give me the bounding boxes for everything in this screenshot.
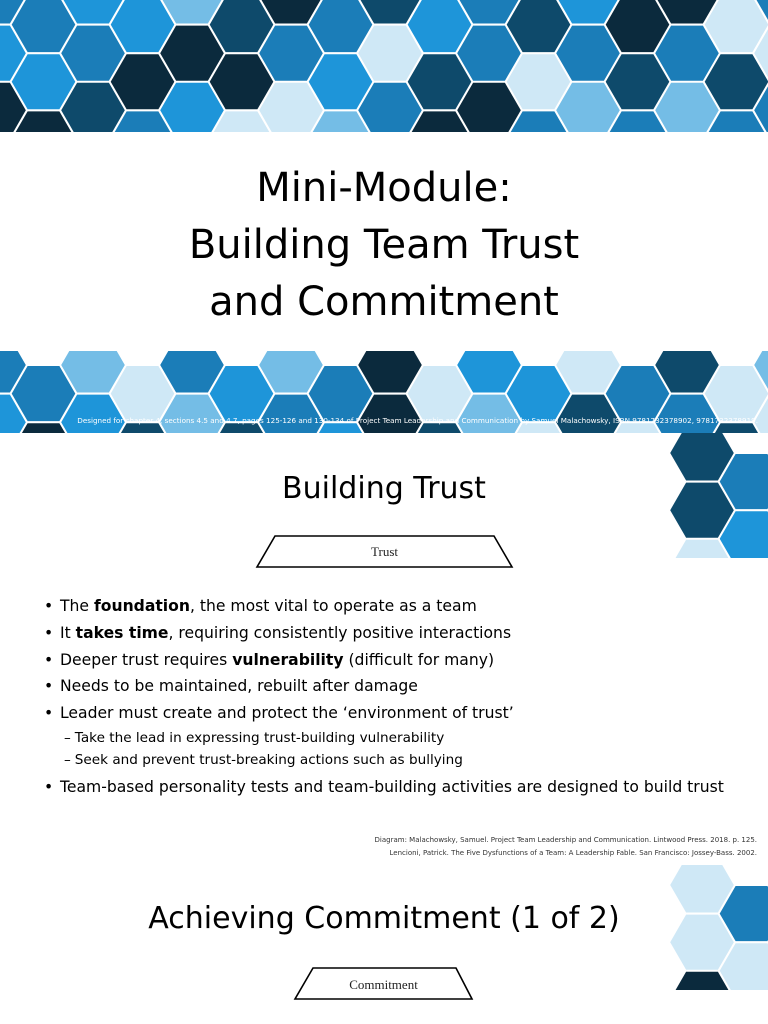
hexagon-tile — [358, 26, 422, 81]
bullet-list — [44, 593, 744, 801]
hexagon-tile — [507, 366, 571, 421]
hexagon-tile — [160, 83, 224, 132]
list-item: • The foundation, the most vital to operate as a team — [44, 593, 744, 620]
hexagon-tile — [655, 26, 719, 81]
hexagon-tile — [507, 54, 571, 109]
source-credit: Designed for chapter 4, sections 4.5 and 4.7, pages 125-126 and 130-134 of Project Team Leadership and Communication by Samuel Malachowsky, ISBN 9781732378902, 9781732378919. — [77, 416, 758, 425]
diagram-label-commitment: Commitment — [349, 977, 418, 992]
list-item: • Needs to be maintained, rebuilt after damage — [44, 673, 744, 700]
hexagon-tile — [259, 26, 323, 81]
list-item: • It takes time, requiring consistently positive interactions — [44, 620, 744, 647]
hexagon-tile — [12, 54, 76, 109]
hexagon-tile — [606, 54, 670, 109]
slide-heading: Achieving Commitment (1 of 2) — [148, 901, 620, 936]
hexagon-tile — [61, 83, 125, 132]
hexagon-banner-top — [0, 0, 768, 132]
slide-title — [0, 160, 768, 331]
title-line-3: and Commitment — [209, 279, 559, 325]
hexagon-tile — [160, 26, 224, 81]
sub-list-item: – Seek and prevent trust-breaking actions such as bullying — [64, 751, 463, 768]
hexagon-tile — [705, 0, 768, 52]
slide-heading: Building Trust — [282, 471, 486, 506]
hexagon-tile — [408, 54, 472, 109]
hexagon-tile — [556, 83, 620, 132]
hexagon-tile — [210, 0, 274, 52]
hexagon-tile — [358, 83, 422, 132]
hexagon-tile — [705, 54, 768, 109]
reference-line: Diagram: Malachowsky, Samuel. Project Team Leadership and Communication. Lintwood Press. 2018. p. 125. — [374, 836, 757, 844]
hexagon-tile — [210, 54, 274, 109]
hexagon-tile — [556, 26, 620, 81]
building-trust-slide — [0, 433, 768, 865]
hexagon-tile — [408, 0, 472, 52]
sub-list-item: – Take the lead in expressing trust-building vulnerability — [64, 729, 445, 746]
hexagon-tile — [61, 26, 125, 81]
hexagon-tile — [606, 366, 670, 421]
hexagon-tile — [408, 366, 472, 421]
commitment-pyramid-diagram — [0, 865, 768, 1024]
reference-line: Lencioni, Patrick. The Five Dysfunctions of a Team: A Leadership Fable. San Francisco: Jossey-Bass. 2002. — [389, 849, 757, 857]
diagram-label-trust: Trust — [371, 544, 398, 559]
hexagon-tile — [606, 0, 670, 52]
hexagon-tile — [111, 54, 175, 109]
hexagon-tile — [12, 366, 76, 421]
hexagon-tile — [309, 0, 373, 52]
hexagon-tile — [457, 26, 521, 81]
title-line-1: Mini-Module: — [256, 165, 512, 211]
hexagon-tile — [457, 83, 521, 132]
references — [375, 834, 757, 860]
hexagon-tile — [111, 0, 175, 52]
list-item: • Deeper trust requires vulnerability (difficult for many) — [44, 647, 744, 674]
list-item: • Leader must create and protect the ‘environment of trust’ — [44, 700, 744, 727]
hexagon-tile — [309, 366, 373, 421]
title-slide — [0, 0, 768, 433]
hexagon-tile — [111, 366, 175, 421]
hexagon-tile — [210, 366, 274, 421]
hexagon-tile — [259, 83, 323, 132]
hexagon-tile — [309, 54, 373, 109]
title-line-2: Building Team Trust — [188, 222, 580, 268]
hexagon-tile — [655, 83, 719, 132]
hexagon-tile — [705, 366, 768, 421]
hexagon-tile — [12, 0, 76, 52]
list-item: • Team-based personality tests and team-building activities are designed to build trust — [44, 774, 744, 801]
hexagon-tile — [507, 0, 571, 52]
achieving-commitment-slide — [0, 865, 768, 1024]
